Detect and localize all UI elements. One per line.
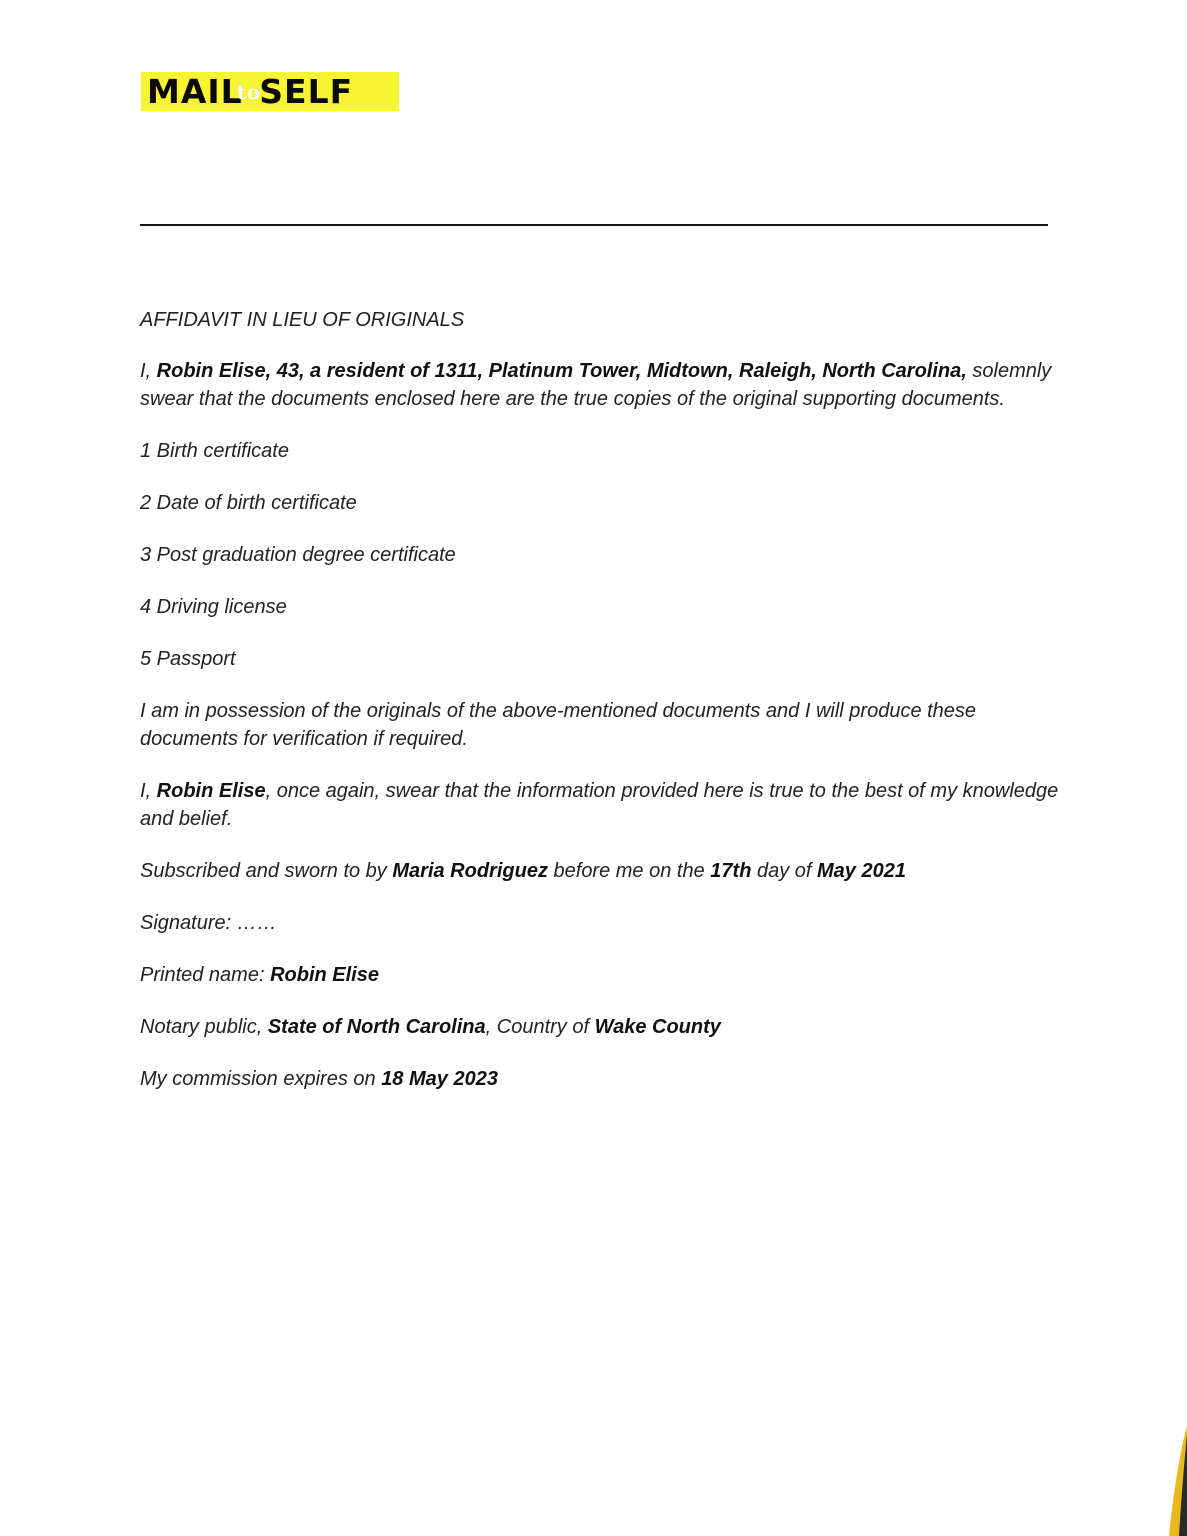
document-title: AFFIDAVIT IN LIEU OF ORIGINALS	[140, 309, 465, 331]
notary-name: Maria Rodriguez	[392, 860, 548, 882]
corner-decoration	[1157, 1426, 1187, 1536]
logo-text-self: SELF	[259, 72, 354, 111]
notary-line	[140, 1013, 1060, 1041]
logo-text-mail: MAIL	[147, 72, 243, 111]
notary-state: State of North Carolina	[267, 1016, 486, 1038]
commission-date: 18 May 2023	[381, 1068, 498, 1090]
oath-name: Robin Elise	[156, 780, 266, 802]
subscribed-prefix: Subscribed and sworn to by	[140, 860, 393, 882]
printed-name-value: Robin Elise	[270, 964, 379, 986]
subscribed-middle2: day of	[751, 860, 818, 882]
possession-statement: I am in possession of the originals of the above-mentioned documents and I will produce these documents for verification if required.	[140, 700, 977, 750]
logo-text-to: to	[236, 79, 262, 104]
notary-county: Wake County	[594, 1016, 721, 1038]
notary-label: Notary public,	[140, 1016, 268, 1038]
sworn-month-year: May 2021	[817, 860, 906, 882]
declarant-details: Robin Elise, 43, a resident of 1311, Platinum Tower, Midtown, Raleigh, North Carolina,	[156, 360, 967, 382]
header-divider	[140, 224, 1048, 226]
mail-to-self-logo	[141, 72, 399, 111]
notary-middle: , Country of	[485, 1016, 595, 1038]
list-item-1: 1 Birth certificate	[140, 440, 289, 462]
intro-prefix: I,	[140, 360, 157, 382]
sworn-day: 17th	[710, 860, 752, 882]
commission-line	[140, 1065, 1060, 1093]
list-item-5: 5 Passport	[140, 648, 236, 670]
oath-paragraph	[140, 777, 1060, 833]
list-item-4: 4 Driving license	[140, 596, 287, 618]
subscribed-middle: before me on the	[547, 860, 711, 882]
list-item-3: 3 Post graduation degree certificate	[140, 544, 456, 566]
signature-line: Signature: ……	[140, 912, 277, 934]
oath-body: , once again, swear that the information provided here is true to the best of my knowledge and belief.	[140, 780, 1059, 830]
intro-body: solemnly swear that the documents enclosed here are the true copies of the original supporting documents.	[140, 360, 1052, 410]
oath-prefix: I,	[140, 780, 157, 802]
printed-name-label: Printed name:	[140, 964, 271, 986]
commission-label: My commission expires on	[140, 1068, 382, 1090]
affidavit-document	[140, 306, 1060, 1117]
list-item-2: 2 Date of birth certificate	[140, 492, 357, 514]
intro-paragraph	[140, 357, 1060, 413]
subscribed-line	[140, 857, 1060, 885]
printed-name-line	[140, 961, 1060, 989]
